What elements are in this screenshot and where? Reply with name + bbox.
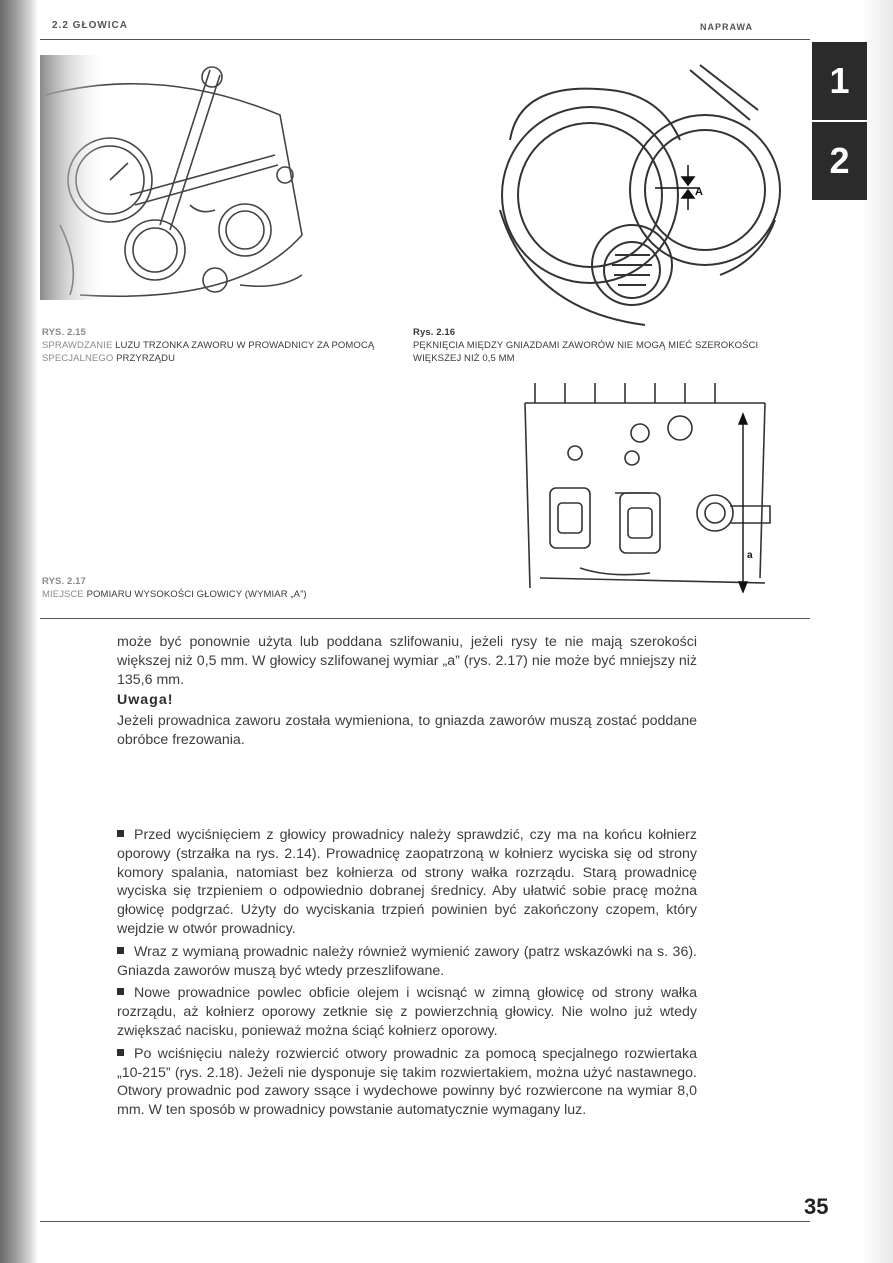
binding-shadow: [0, 0, 38, 1263]
chapter-tab-2: 2: [812, 122, 867, 200]
caption-faint-word: SPECJALNEGO: [42, 353, 114, 364]
bullet-text: Po wciśnięciu należy rozwiercić otwory prowadnic za pomocą specjalnego rozwiertaka „10-215” (rys. 2.18). Jeżeli nie dysponuje się takim rozwiertakiem, można użyć nastawnego. Otwory prowadnic pod zawory ssące i wydechowe powinny być rozwiercone na wymiar 8,0 mm. W ten sposób w prowadnicy powstanie automatycznie wymagany luz.: [117, 1045, 697, 1119]
chapter-tab-1: 1: [812, 42, 867, 120]
bullet-paragraph: [117, 826, 697, 939]
figure-2-16-label-a: A: [695, 186, 703, 198]
figure-2-15-illustration: [40, 55, 310, 300]
footer-rule: [40, 1221, 810, 1222]
caption-fig-2-15: [42, 326, 402, 365]
note-heading: Uwaga!: [117, 692, 174, 709]
paragraph: Jeżeli prowadnica zaworu została wymieniona, to gniazda zaworów muszą zostać poddane obróbce frezowania.: [117, 713, 697, 748]
caption-text: PĘKNIĘCIA MIĘDZY GNIAZDAMI ZAWORÓW NIE MOGĄ MIEĆ SZEROKOŚCI: [413, 340, 759, 351]
caption-text: LUZU TRZONKA ZAWORU W PROWADNICY ZA POMOCĄ: [115, 340, 375, 351]
caption-text: WIĘKSZEJ NIŻ 0,5 MM: [413, 353, 515, 364]
bullet-text: Nowe prowadnice powlec obficie olejem i wcisnąć w zimną głowicę od strony wałka rozrządu, aż kołnierz oporowy zetknie się z powierzchnią głowicy. Nie wolno już wtedy zwiększać nacisku, ponieważ można ściąć kołnierz oporowy.: [117, 985, 697, 1039]
text-block-lower: [117, 826, 697, 1120]
caption-faint-word: MIEJSCE: [42, 589, 84, 600]
section-rule: [40, 618, 810, 619]
caption-number: Rys. 2.16: [413, 327, 456, 338]
bullet-icon: [117, 1049, 124, 1056]
caption-fig-2-17: [42, 575, 442, 601]
bullet-text: Wraz z wymianą prowadnic należy również wymienić zawory (patrz wskazówki na s. 36). Gniazda zaworów muszą być wtedy przeszlifowane.: [117, 943, 697, 979]
header-rule: [40, 39, 810, 40]
figure-2-17-illustration: [520, 378, 795, 593]
bullet-paragraph: [117, 1045, 697, 1120]
page-number: 35: [804, 1194, 829, 1219]
running-header-left: 2.2 GŁOWICA: [52, 20, 129, 31]
bullet-paragraph: [117, 984, 697, 1040]
bullet-icon: [117, 988, 124, 995]
bullet-icon: [117, 947, 124, 954]
caption-faint-word: SPRAWDZANIE: [42, 340, 113, 351]
text-block-upper: [117, 633, 697, 750]
bullet-paragraph: [117, 943, 697, 981]
caption-number: RYS. 2.17: [42, 576, 86, 587]
caption-number: RYS. 2.15: [42, 327, 86, 338]
caption-text: PRZYRZĄDU: [116, 353, 176, 364]
running-header-right: NAPRAWA: [700, 22, 754, 32]
caption-fig-2-16: [413, 326, 803, 365]
paragraph: może być ponownie użyta lub poddana szlifowaniu, jeżeli rysy te nie mają szerokości większej niż 0,5 mm. W głowicy szlifowanej wymiar „a” (rys. 2.17) nie może być mniejszy niż 135,6 mm.: [117, 634, 697, 688]
figure-2-16-illustration: [490, 60, 790, 330]
bullet-text: Przed wyciśnięciem z głowicy prowadnicy należy sprawdzić, czy ma na końcu kołnierz oporowy (strzałka na rys. 2.14). Prowadnicę zaopatrzoną w kołnierz wyciska się od strony komory spalania, natomiast bez kołnierza od strony wałka rozrządu. Starą prowadnicę wyciska się trzpieniem o odpowiednio dobranej średnicy. Aby ułatwić sobie pracę można głowicę podgrzać. Użyty do wyciskania trzpień powinien być zakończony czopem, który wejdzie w otwór prowadnicy.: [117, 827, 697, 937]
bullet-icon: [117, 830, 124, 837]
figure-2-17-label-a: a: [747, 550, 753, 561]
caption-text: POMIARU WYSOKOŚCI GŁOWICY (WYMIAR „A”): [86, 589, 307, 600]
